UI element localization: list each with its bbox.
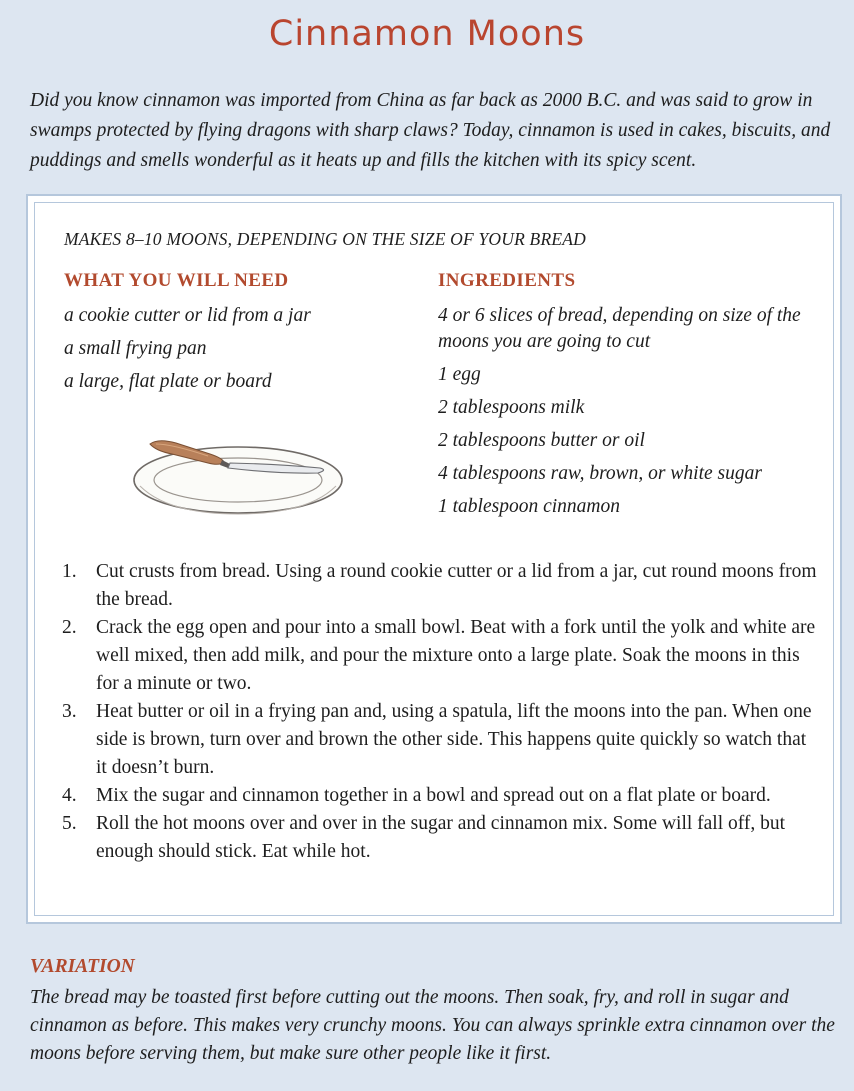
step-number: 4. [62, 785, 77, 806]
intro-paragraph: Did you know cinnamon was imported from China as far back as 2000 B.C. and was said to grow in swamps protected by flying dragons with sharp claws? Today, cinnamon is used in cakes, biscuits, and puddings and smells wonderful as it heats up and fills the kitchen with its spicy scent. [30, 90, 831, 171]
ingredients-heading: INGREDIENTS [438, 270, 576, 291]
step-text: Crack the egg open and pour into a small bowl. Beat with a fork until the yolk and white are well mixed, then add milk, and pour the mixture onto a large plate. Soak the moons in this for a minute or two. [96, 617, 816, 694]
variation-text: The bread may be toasted first before cutting out the moons. Then soak, fry, and roll in sugar and cinnamon as before. This makes very crunchy moons. You can always sprinkle extra cinnamon over the moons before serving them, but make sure other people like it first. [30, 987, 835, 1064]
needs-item: a large, flat plate or board [64, 371, 272, 392]
needs-item: a small frying pan [64, 338, 207, 359]
ingredient-item: 2 tablespoons butter or oil [438, 430, 645, 451]
needs-list [64, 303, 404, 402]
step-text: Cut crusts from bread. Using a round cookie cutter or a lid from a jar, cut round moons from the bread. [96, 561, 817, 610]
plate-icon [134, 447, 342, 514]
step-text: Roll the hot moons over and over in the sugar and cinnamon mix. Some will fall off, but enough should stick. Eat while hot. [96, 813, 786, 862]
ingredient-item: 4 or 6 slices of bread, depending on size of the moons you are going to cut [438, 305, 801, 352]
page-title: Cinnamon Moons [268, 14, 586, 54]
step-number: 5. [62, 813, 77, 834]
ingredients-list [438, 303, 808, 527]
instruction-step [60, 810, 820, 866]
instruction-step [60, 698, 820, 782]
ingredient-item: 2 tablespoons milk [438, 397, 585, 418]
instruction-step [60, 558, 820, 614]
ingredient-item: 4 tablespoons raw, brown, or white sugar [438, 463, 762, 484]
step-number: 3. [62, 701, 77, 722]
ingredient-item: 1 tablespoon cinnamon [438, 496, 620, 517]
step-text: Mix the sugar and cinnamon together in a bowl and spread out on a flat plate or board. [96, 785, 771, 806]
step-number: 1. [62, 561, 77, 582]
needs-heading: WHAT YOU WILL NEED [64, 270, 289, 291]
plate-and-knife-illustration [128, 430, 346, 520]
step-number: 2. [62, 617, 77, 638]
variation-heading: VARIATION [30, 956, 135, 977]
recipe-yield: MAKES 8–10 MOONS, DEPENDING ON THE SIZE OF YOUR BREAD [64, 229, 586, 249]
instruction-step [60, 782, 820, 810]
ingredient-item: 1 egg [438, 364, 481, 385]
needs-item: a cookie cutter or lid from a jar [64, 305, 311, 326]
instruction-step [60, 614, 820, 698]
instructions-list [60, 558, 820, 866]
step-text: Heat butter or oil in a frying pan and, using a spatula, lift the moons into the pan. When one side is brown, turn over and brown the other side. This happens quite quickly so watch that it doesn’t burn. [96, 701, 812, 778]
